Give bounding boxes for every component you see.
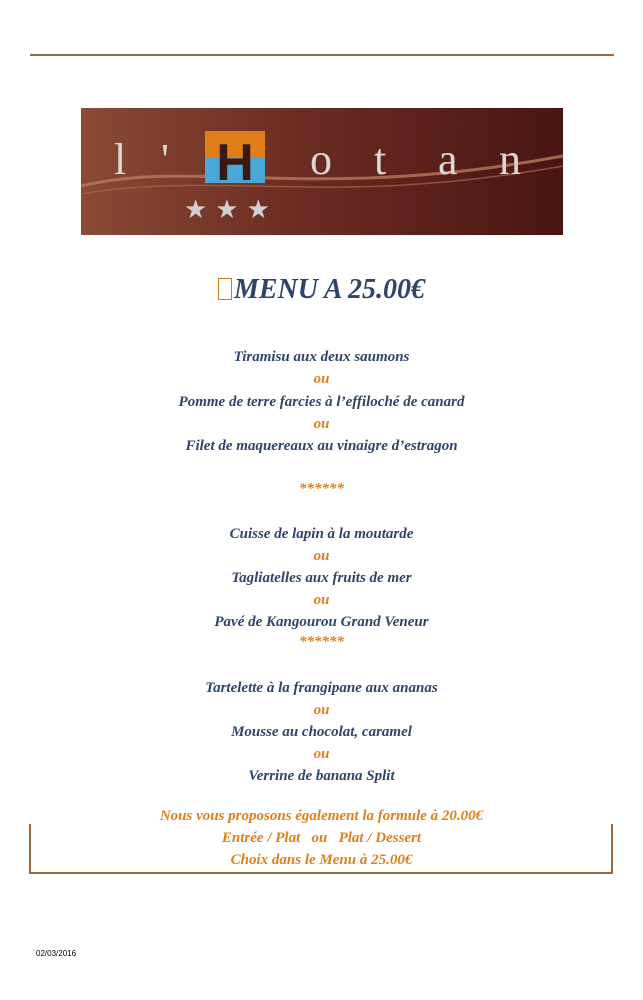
logo-letter-l: l	[114, 135, 127, 184]
or-label: ou	[313, 702, 330, 718]
missing-glyph-icon	[218, 278, 232, 300]
main-1: Cuisse de lapin à la moutarde	[229, 526, 414, 542]
course-separator: ******	[299, 634, 344, 650]
hotel-logo	[81, 108, 563, 235]
logo-letter-t: t	[374, 135, 387, 184]
promo-box-bottom-border	[29, 872, 613, 874]
promo-line-2: Entrée / Plat ou Plat / Dessert	[221, 830, 422, 846]
dessert-3: Verrine de banana Split	[248, 768, 395, 784]
dessert-1: Tartelette à la frangipane aux ananas	[205, 680, 438, 696]
logo-letter-o: o	[310, 135, 332, 184]
logo-letter-n: n	[499, 135, 521, 184]
or-label: ou	[313, 371, 330, 387]
menu-title-text: MENU A 25.00€	[233, 274, 426, 305]
document-date: 02/03/2016	[36, 949, 77, 958]
promo-box-left-border	[29, 824, 31, 874]
promo-line-3: Choix dans le Menu à 25.00€	[230, 852, 413, 868]
logo-graphic	[81, 108, 563, 235]
course-separator: ******	[299, 481, 344, 497]
logo-letter-h: H	[216, 134, 254, 192]
promo-box-right-border	[611, 824, 613, 874]
logo-stars: ★★★	[184, 195, 278, 225]
top-divider	[30, 54, 614, 56]
main-3: Pavé de Kangourou Grand Veneur	[214, 614, 429, 630]
menu-title	[0, 274, 643, 306]
starter-1: Tiramisu aux deux saumons	[233, 349, 410, 365]
dessert-2: Mousse au chocolat, caramel	[231, 724, 412, 740]
promo-line-1: Nous vous proposons également la formule à 20.00€	[159, 808, 484, 824]
logo-apostrophe: '	[161, 135, 169, 184]
or-label: ou	[313, 592, 330, 608]
or-label: ou	[313, 548, 330, 564]
starter-3: Filet de maquereaux au vinaigre d’estragon	[185, 438, 458, 454]
logo-letter-a: a	[438, 135, 458, 184]
starter-2: Pomme de terre farcies à l’effiloché de canard	[178, 394, 465, 410]
or-label: ou	[313, 746, 330, 762]
main-2: Tagliatelles aux fruits de mer	[231, 570, 412, 586]
or-label: ou	[313, 416, 330, 432]
